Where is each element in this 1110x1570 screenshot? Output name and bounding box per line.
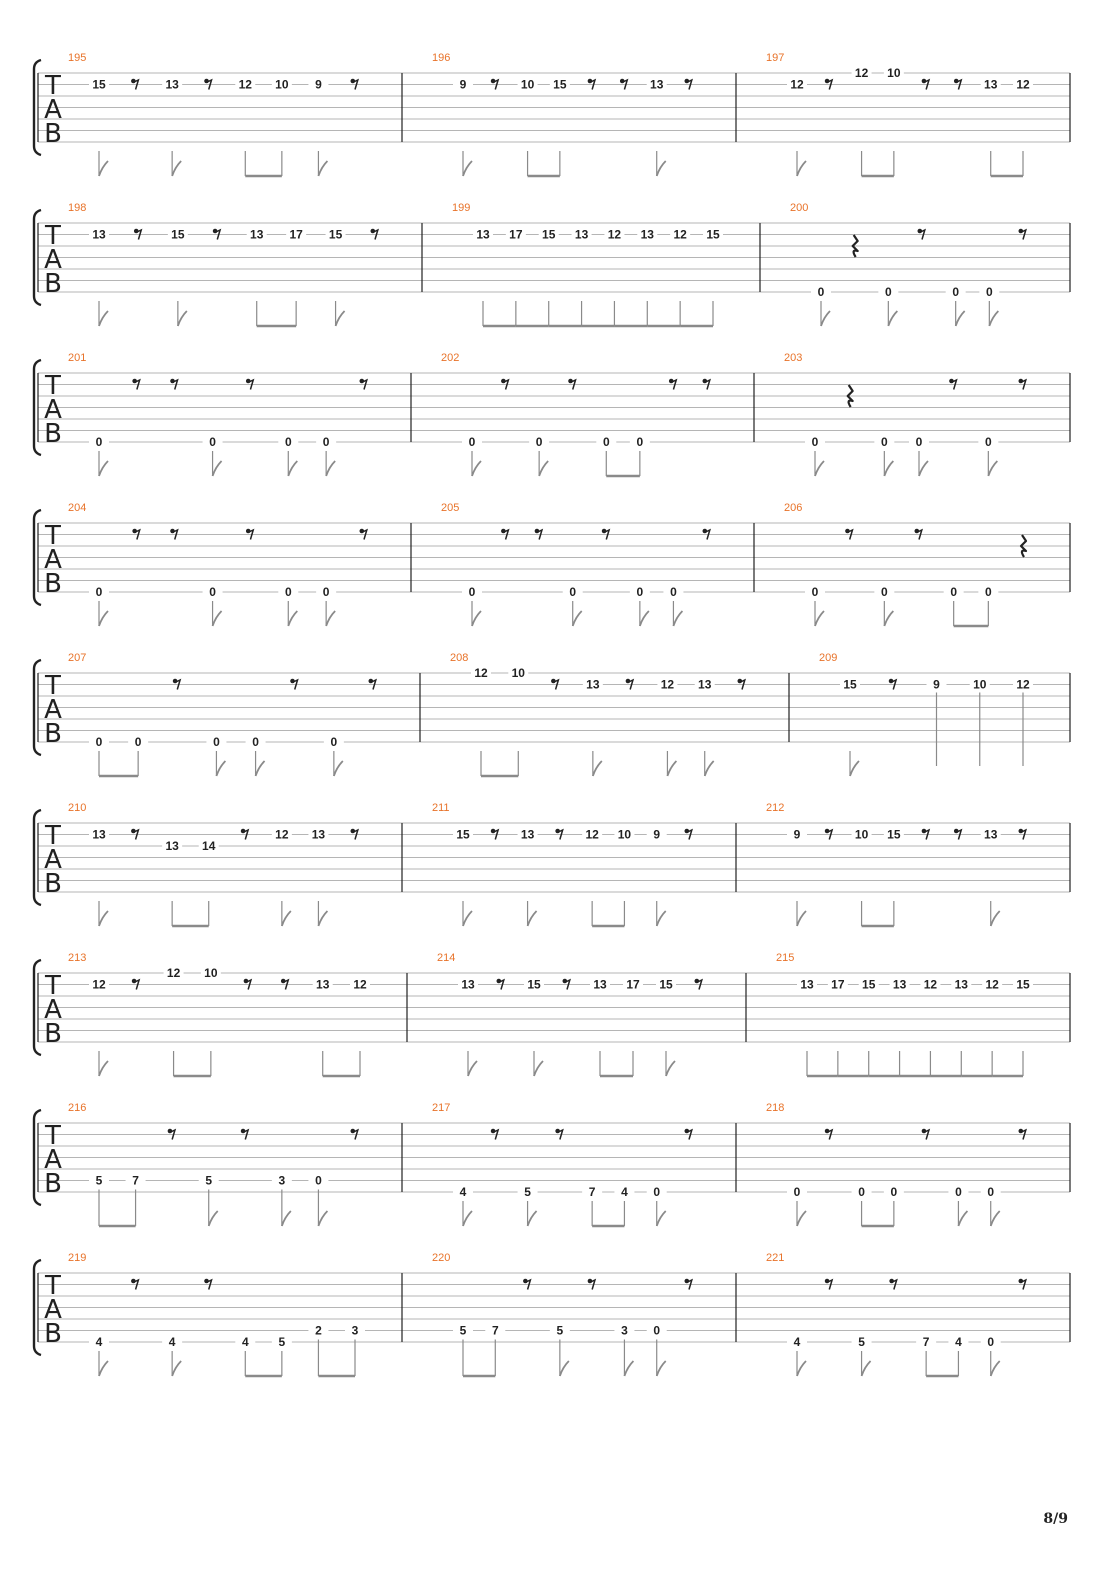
fret-number: 0 xyxy=(134,735,142,749)
fret-number: 0 xyxy=(670,585,677,599)
fret-number: 0 xyxy=(987,1335,995,1349)
tab-clef-letter: T xyxy=(45,521,61,551)
fret-number: 0 xyxy=(569,585,577,599)
measure xyxy=(766,1102,1026,1226)
fret-number: 0 xyxy=(884,285,892,299)
measure-number: 215 xyxy=(776,952,795,964)
measure-number: 195 xyxy=(68,52,87,64)
note-flag xyxy=(288,461,297,476)
note-flag xyxy=(988,461,997,476)
tab-clef-letter: B xyxy=(44,119,62,149)
tab-clef-letter: A xyxy=(44,1295,62,1325)
note-flag xyxy=(99,911,108,926)
fret-number: 14 xyxy=(202,839,216,853)
measure-number: 217 xyxy=(432,1102,451,1114)
measure-number: 206 xyxy=(784,502,803,514)
staff-system xyxy=(34,802,1070,926)
tab-clef-letter: T xyxy=(45,371,61,401)
note-flag xyxy=(797,1361,806,1376)
fret-number: 12 xyxy=(585,827,599,842)
fret-number: 13 xyxy=(800,977,814,992)
fret-number: 13 xyxy=(954,977,968,992)
note-flag xyxy=(705,761,714,776)
note-flag xyxy=(334,761,343,776)
measure xyxy=(68,802,358,926)
fret-number: 4 xyxy=(168,1335,176,1349)
fret-number: 10 xyxy=(204,966,218,980)
fret-number: 0 xyxy=(252,735,259,749)
fret-number: 12 xyxy=(353,977,367,992)
staff-system xyxy=(34,652,1070,776)
measure xyxy=(68,1252,365,1376)
note-flag xyxy=(326,461,335,476)
tab-clef-letter: A xyxy=(44,695,62,725)
fret-number: 15 xyxy=(843,677,857,692)
note-flag xyxy=(991,1361,1000,1376)
measure-number: 207 xyxy=(68,652,87,664)
tab-clef-letter: B xyxy=(44,569,62,599)
staff-system xyxy=(34,502,1070,626)
measure xyxy=(776,952,1033,1076)
note-flag xyxy=(657,1361,666,1376)
fret-number: 15 xyxy=(527,977,541,992)
measure xyxy=(790,202,1026,326)
tab-clef-letter: A xyxy=(44,995,62,1025)
fret-number: 15 xyxy=(542,227,556,242)
tab-clef-letter: B xyxy=(44,869,62,899)
fret-number: 13 xyxy=(698,677,712,692)
measure xyxy=(441,502,710,626)
note-flag xyxy=(463,1211,472,1226)
fret-number: 13 xyxy=(165,77,179,92)
fret-number: 0 xyxy=(330,735,338,749)
fret-number: 5 xyxy=(278,1335,286,1349)
fret-number: 17 xyxy=(626,977,640,992)
note-flag xyxy=(821,311,830,326)
note-flag xyxy=(862,1361,871,1376)
fret-number: 15 xyxy=(171,227,185,242)
fret-number: 7 xyxy=(491,1323,499,1338)
note-flag xyxy=(99,461,108,476)
fret-number: 13 xyxy=(984,77,998,92)
fret-number: 0 xyxy=(880,585,888,599)
note-flag xyxy=(956,311,965,326)
note-flag xyxy=(172,161,181,176)
note-flag xyxy=(657,911,666,926)
measure xyxy=(432,1102,692,1226)
fret-number: 13 xyxy=(92,827,106,842)
note-flag xyxy=(667,761,676,776)
note-flag xyxy=(560,1361,569,1376)
note-flag xyxy=(888,311,897,326)
fret-number: 0 xyxy=(653,1323,661,1338)
note-flag xyxy=(657,1211,666,1226)
fret-number: 5 xyxy=(205,1173,213,1188)
measure-number: 219 xyxy=(68,1252,87,1264)
staff-system xyxy=(34,352,1070,476)
note-flag xyxy=(256,761,265,776)
measure-number: 198 xyxy=(68,202,87,214)
tab-clef-letter: T xyxy=(45,821,61,851)
fret-number: 10 xyxy=(520,77,535,92)
fret-number: 10 xyxy=(275,77,289,92)
measure-number: 199 xyxy=(452,202,471,214)
measure xyxy=(784,352,1026,476)
note-flag xyxy=(991,1211,1000,1226)
fret-number: 4 xyxy=(459,1185,467,1199)
note-flag xyxy=(850,761,859,776)
tab-clef-letter: B xyxy=(44,1319,62,1349)
note-flag xyxy=(336,311,345,326)
note-flag xyxy=(282,1211,291,1226)
measure-number: 213 xyxy=(68,952,87,964)
fret-number: 12 xyxy=(923,977,938,992)
measure-number: 204 xyxy=(68,502,87,514)
fret-number: 0 xyxy=(315,1173,322,1188)
note-flag xyxy=(797,161,806,176)
tab-clef-letter: T xyxy=(45,221,61,251)
fret-number: 7 xyxy=(588,1185,596,1199)
note-flag xyxy=(99,611,108,626)
fret-number: 0 xyxy=(955,1185,962,1199)
measure xyxy=(437,952,702,1076)
staff-system xyxy=(34,52,1070,176)
note-flag xyxy=(884,611,893,626)
measure-number: 208 xyxy=(450,652,469,664)
fret-number: 10 xyxy=(617,827,632,842)
fret-number: 0 xyxy=(653,1185,661,1199)
fret-number: 12 xyxy=(660,677,675,692)
note-flag xyxy=(472,611,481,626)
fret-number: 13 xyxy=(574,227,589,242)
measure xyxy=(68,502,367,626)
fret-number: 15 xyxy=(862,977,876,992)
fret-number: 0 xyxy=(322,435,330,449)
fret-number: 0 xyxy=(915,435,923,449)
fret-number: 0 xyxy=(284,585,292,599)
fret-number: 13 xyxy=(586,677,600,692)
fret-number: 12 xyxy=(673,227,687,242)
fret-number: 5 xyxy=(858,1335,865,1349)
fret-number: 7 xyxy=(922,1335,930,1349)
fret-number: 10 xyxy=(854,827,869,842)
fret-number: 13 xyxy=(593,977,607,992)
fret-number: 10 xyxy=(511,666,525,680)
measure-number: 221 xyxy=(766,1252,785,1264)
fret-number: 0 xyxy=(984,585,992,599)
fret-number: 15 xyxy=(456,827,470,842)
measure-number: 214 xyxy=(437,952,456,964)
fret-number: 0 xyxy=(890,1185,898,1199)
measure xyxy=(68,952,370,1076)
fret-number: 5 xyxy=(95,1173,103,1188)
fret-number: 0 xyxy=(602,435,610,449)
note-flag xyxy=(919,461,928,476)
fret-number: 0 xyxy=(880,435,888,449)
tab-clef-letter: T xyxy=(45,1271,61,1301)
measure xyxy=(68,352,367,476)
page-number: 8/9 xyxy=(1043,1511,1068,1527)
tab-clef-letter: T xyxy=(45,971,61,1001)
note-flag xyxy=(318,1211,327,1226)
measure xyxy=(441,352,710,476)
fret-number: 0 xyxy=(952,285,960,299)
fret-number: 3 xyxy=(278,1173,286,1188)
measure xyxy=(766,1252,1026,1376)
note-flag xyxy=(99,311,108,326)
note-flag xyxy=(666,1061,675,1076)
fret-number: 13 xyxy=(92,227,106,242)
fret-number: 17 xyxy=(831,977,845,992)
note-flag xyxy=(797,911,806,926)
measure-number: 205 xyxy=(441,502,460,514)
note-flag xyxy=(213,611,222,626)
fret-number: 0 xyxy=(987,1185,995,1199)
fret-number: 13 xyxy=(650,77,664,92)
fret-number: 3 xyxy=(621,1323,628,1338)
tab-clef-letter: T xyxy=(45,1121,61,1151)
fret-number: 0 xyxy=(636,585,644,599)
note-flag xyxy=(468,1061,477,1076)
fret-number: 12 xyxy=(790,77,804,92)
fret-number: 15 xyxy=(553,77,567,92)
note-flag xyxy=(528,911,537,926)
measure-number: 216 xyxy=(68,1102,87,1114)
note-flag xyxy=(463,911,472,926)
fret-number: 5 xyxy=(459,1323,467,1338)
measure-number: 209 xyxy=(819,652,838,664)
measure xyxy=(452,202,723,326)
fret-number: 0 xyxy=(95,435,103,449)
note-flag xyxy=(640,611,649,626)
fret-number: 4 xyxy=(95,1335,103,1349)
fret-number: 9 xyxy=(653,827,661,842)
fret-number: 9 xyxy=(793,827,801,842)
note-flag xyxy=(884,461,893,476)
fret-number: 13 xyxy=(165,839,179,853)
measure xyxy=(766,802,1026,926)
fret-number: 13 xyxy=(984,827,998,842)
note-flag xyxy=(213,461,222,476)
fret-number: 10 xyxy=(887,66,901,80)
note-flag xyxy=(209,1211,218,1226)
measure xyxy=(450,652,745,776)
measure-number: 218 xyxy=(766,1102,785,1114)
tab-clef-letter: B xyxy=(44,269,62,299)
fret-number: 0 xyxy=(858,1185,865,1199)
fret-number: 13 xyxy=(520,827,535,842)
staff-system xyxy=(34,202,1070,326)
note-flag xyxy=(172,1361,181,1376)
measure xyxy=(432,52,692,176)
fret-number: 0 xyxy=(95,585,103,599)
fret-number: 15 xyxy=(92,77,106,92)
fret-number: 7 xyxy=(132,1173,139,1188)
fret-number: 12 xyxy=(238,77,252,92)
fret-number: 13 xyxy=(250,227,264,242)
fret-number: 13 xyxy=(311,827,326,842)
note-flag xyxy=(463,161,472,176)
fret-number: 12 xyxy=(166,966,181,980)
measure-number: 220 xyxy=(432,1252,451,1264)
fret-number: 13 xyxy=(316,977,330,992)
fret-number: 17 xyxy=(509,227,523,242)
fret-number: 10 xyxy=(973,677,987,692)
fret-number: 0 xyxy=(322,585,330,599)
note-flag xyxy=(318,161,327,176)
note-flag xyxy=(216,761,225,776)
fret-number: 0 xyxy=(811,585,819,599)
fret-number: 15 xyxy=(659,977,673,992)
measure-number: 212 xyxy=(766,802,785,814)
tab-clef-letter: A xyxy=(44,245,62,275)
note-flag xyxy=(673,611,682,626)
fret-number: 0 xyxy=(636,435,644,449)
tab-clef-letter: T xyxy=(45,71,61,101)
fret-number: 3 xyxy=(351,1323,359,1338)
fret-number: 13 xyxy=(640,227,654,242)
note-flag xyxy=(624,1361,633,1376)
note-flag xyxy=(178,311,187,326)
fret-number: 0 xyxy=(817,285,825,299)
fret-number: 4 xyxy=(955,1335,962,1349)
fret-number: 15 xyxy=(887,827,901,842)
note-flag xyxy=(282,911,291,926)
fret-number: 13 xyxy=(892,977,907,992)
note-flag xyxy=(991,911,1000,926)
note-flag xyxy=(657,161,666,176)
measure xyxy=(784,502,1026,626)
measure xyxy=(68,202,378,326)
fret-number: 12 xyxy=(854,66,869,80)
note-flag xyxy=(288,611,297,626)
note-flag xyxy=(326,611,335,626)
fret-number: 12 xyxy=(985,977,999,992)
fret-number: 12 xyxy=(275,827,289,842)
tab-clef-letter: B xyxy=(44,1019,62,1049)
measure xyxy=(766,52,1033,176)
fret-number: 0 xyxy=(209,435,216,449)
fret-number: 12 xyxy=(474,666,488,680)
fret-number: 15 xyxy=(706,227,720,242)
measure xyxy=(68,1102,358,1226)
note-flag xyxy=(99,1361,108,1376)
fret-number: 4 xyxy=(621,1185,628,1199)
measure xyxy=(432,802,692,926)
note-flag xyxy=(593,761,602,776)
fret-number: 12 xyxy=(1016,677,1030,692)
measure xyxy=(68,52,358,176)
measure-number: 196 xyxy=(432,52,451,64)
fret-number: 5 xyxy=(556,1323,564,1338)
fret-number: 0 xyxy=(535,435,543,449)
measure-number: 210 xyxy=(68,802,87,814)
fret-number: 0 xyxy=(284,435,292,449)
fret-number: 15 xyxy=(328,227,343,242)
note-flag xyxy=(958,1211,967,1226)
fret-number: 0 xyxy=(213,735,220,749)
measure-number: 202 xyxy=(441,352,460,364)
fret-number: 0 xyxy=(985,285,993,299)
fret-number: 9 xyxy=(315,77,322,92)
note-flag xyxy=(534,1061,543,1076)
fret-number: 13 xyxy=(476,227,490,242)
staff-system xyxy=(34,1102,1070,1226)
fret-number: 0 xyxy=(950,585,958,599)
staff-system xyxy=(34,1252,1070,1376)
measure-number: 201 xyxy=(68,352,87,364)
note-flag xyxy=(99,1061,108,1076)
tab-clef-letter: A xyxy=(44,845,62,875)
tab-clef-letter: A xyxy=(44,95,62,125)
measure-number: 197 xyxy=(766,52,785,64)
fret-number: 12 xyxy=(1016,77,1030,92)
fret-number: 0 xyxy=(468,435,476,449)
note-flag xyxy=(539,461,548,476)
fret-number: 0 xyxy=(984,435,992,449)
measure-number: 203 xyxy=(784,352,803,364)
fret-number: 13 xyxy=(461,977,475,992)
measure xyxy=(68,652,376,776)
measure-number: 211 xyxy=(432,802,450,814)
note-flag xyxy=(989,311,998,326)
note-flag xyxy=(528,1211,537,1226)
fret-number: 5 xyxy=(524,1185,531,1199)
tab-clef-letter: B xyxy=(44,419,62,449)
measure-number: 200 xyxy=(790,202,809,214)
tab-clef-letter: B xyxy=(44,719,62,749)
note-flag xyxy=(99,161,108,176)
measure xyxy=(432,1252,692,1376)
fret-number: 17 xyxy=(289,227,303,242)
fret-number: 12 xyxy=(607,227,622,242)
fret-number: 0 xyxy=(95,735,103,749)
fret-number: 0 xyxy=(793,1185,801,1199)
fret-number: 4 xyxy=(241,1335,249,1349)
fret-number: 9 xyxy=(933,677,940,692)
note-flag xyxy=(318,911,327,926)
fret-number: 15 xyxy=(1016,977,1030,992)
tab-clef-letter: B xyxy=(44,1169,62,1199)
tab-clef-letter: A xyxy=(44,395,62,425)
tab-clef-letter: A xyxy=(44,1145,62,1175)
measure xyxy=(819,652,1033,776)
staff-system xyxy=(34,952,1070,1076)
note-flag xyxy=(815,611,824,626)
fret-number: 12 xyxy=(92,977,106,992)
note-flag xyxy=(797,1211,806,1226)
fret-number: 0 xyxy=(468,585,476,599)
fret-number: 4 xyxy=(793,1335,801,1349)
note-flag xyxy=(573,611,582,626)
tab-clef-letter: T xyxy=(45,671,61,701)
fret-number: 2 xyxy=(315,1323,322,1338)
note-flag xyxy=(472,461,481,476)
fret-number: 0 xyxy=(811,435,819,449)
note-flag xyxy=(815,461,824,476)
fret-number: 9 xyxy=(459,77,467,92)
fret-number: 0 xyxy=(209,585,216,599)
tab-clef-letter: A xyxy=(44,545,62,575)
